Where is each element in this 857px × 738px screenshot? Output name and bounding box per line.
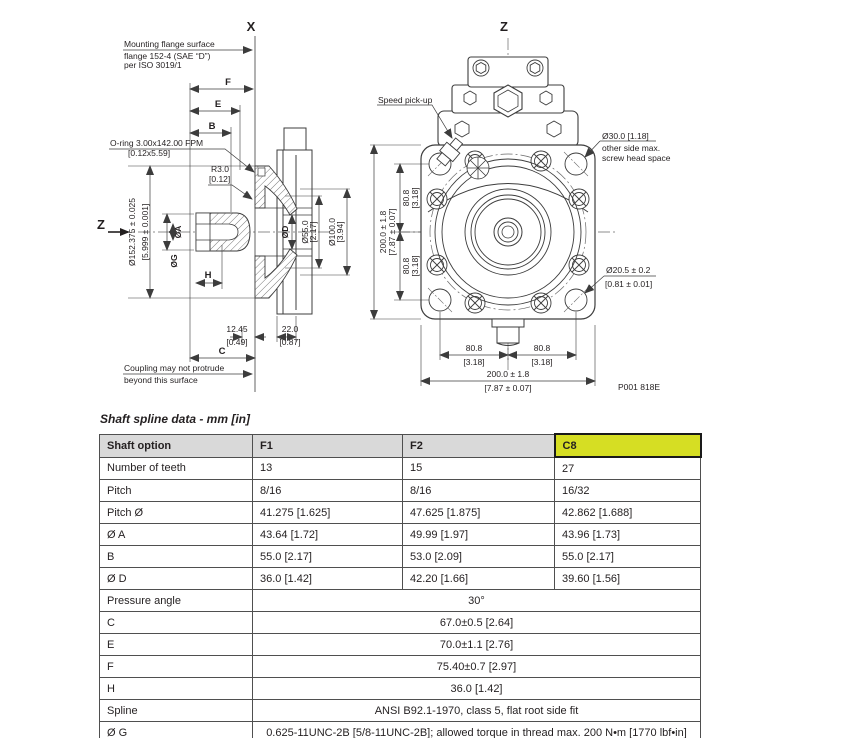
screw xyxy=(427,255,447,275)
d205-note-line2: [0.81 ± 0.01] xyxy=(605,279,653,289)
d30-note-line2: other side max. xyxy=(602,143,661,153)
dim-c-label: C xyxy=(218,346,226,357)
dim-1245-line1: 12.45 xyxy=(226,324,248,334)
dim-d152-line2: [5.999 ± 0.001] xyxy=(140,203,150,261)
cell-f2: 47.625 [1.875] xyxy=(403,502,555,524)
row-label: Pressure angle xyxy=(100,590,253,612)
cell-c8: 43.96 [1.73] xyxy=(555,524,701,546)
table-header-row xyxy=(100,434,701,457)
table-title: Shaft spline data - mm [in] xyxy=(100,412,251,426)
row-label: F xyxy=(100,656,253,678)
cell-c8: 42.862 [1.688] xyxy=(555,502,701,524)
screw xyxy=(531,293,551,313)
screw xyxy=(531,151,551,171)
table-row xyxy=(100,678,701,700)
table-row xyxy=(100,524,701,546)
cell-f1: 36.0 [1.42] xyxy=(253,568,403,590)
dim-808v-top-mm: 80.8 xyxy=(401,189,411,207)
cell-c8: 16/32 xyxy=(555,480,701,502)
cell-f2: 15 xyxy=(403,457,555,480)
cell-f2: 8/16 xyxy=(403,480,555,502)
row-label: Spline xyxy=(100,700,253,722)
dim-808h-left-in: [3.18] xyxy=(463,357,485,367)
shaft-thread-bore xyxy=(196,224,238,240)
table-row xyxy=(100,502,701,524)
r3-note-line2: [0.12] xyxy=(209,174,231,184)
view-marker-z-right: Z xyxy=(500,19,508,34)
bracket-bolt-left xyxy=(473,60,489,76)
cell-span: 30° xyxy=(253,590,701,612)
dim-808h-left-mm: 80.8 xyxy=(465,343,483,353)
dim-h-label: H xyxy=(204,270,212,281)
dim-d100-line2: [3.94] xyxy=(335,221,345,243)
dim-1245-line2: [0.49] xyxy=(226,337,248,347)
dim-22-line2: [0.87] xyxy=(279,337,301,347)
column-header-f1: F1 xyxy=(253,434,403,457)
cell-span: 0.625-11UNC-2B [5/8-11UNC-2B]; allowed torque in thread max. 200 N•m [1770 lbf•in] xyxy=(253,722,701,738)
r3-note-line1: R3.0 xyxy=(211,164,229,174)
cell-span: ANSI B92.1-1970, class 5, flat root side fit xyxy=(253,700,701,722)
table-row xyxy=(100,612,701,634)
dim-22-line1: 22.0 xyxy=(281,324,299,334)
oring-note-line2: [0.12x5.59] xyxy=(128,148,171,158)
dim-dd-label: ØD xyxy=(280,225,290,239)
table-row xyxy=(100,590,701,612)
coupling-note-line2: beyond this surface xyxy=(124,375,198,385)
side-section-view xyxy=(97,19,350,392)
oring-note-line1: O-ring 3.00x142.00 FPM xyxy=(110,138,204,148)
speed-pickup-label: Speed pick-up xyxy=(378,95,433,105)
row-label: H xyxy=(100,678,253,700)
speed-pickup-gear xyxy=(467,157,489,179)
table-row xyxy=(100,457,701,480)
cell-f1: 55.0 [2.17] xyxy=(253,546,403,568)
screw xyxy=(465,293,485,313)
table-row xyxy=(100,700,701,722)
column-header-shaft-option: Shaft option xyxy=(100,434,253,457)
bracket-bolt-right xyxy=(527,60,543,76)
column-header-f2: F2 xyxy=(403,434,555,457)
row-label: Pitch Ø xyxy=(100,502,253,524)
dim-808v-top-in: [3.18] xyxy=(410,187,420,209)
cell-f1: 13 xyxy=(253,457,403,480)
top-bracket xyxy=(438,57,578,147)
row-label: Pitch xyxy=(100,480,253,502)
mounting-note-line3: per ISO 3019/1 xyxy=(124,60,182,70)
view-marker-z-left: Z xyxy=(97,217,105,232)
base-hex-bolt-right xyxy=(547,121,561,137)
bracket-hex-bolt-left xyxy=(464,91,476,105)
dim-d100-line1: Ø100.0 xyxy=(327,218,337,246)
cell-span: 75.40±0.7 [2.97] xyxy=(253,656,701,678)
table-row xyxy=(100,634,701,656)
column-header-c8-highlighted: C8 xyxy=(555,434,701,457)
cell-f2: 42.20 [1.66] xyxy=(403,568,555,590)
oring-groove xyxy=(258,168,265,176)
d30-note-line3: screw head space xyxy=(602,153,671,163)
table-row xyxy=(100,480,701,502)
cell-c8: 27 xyxy=(555,457,701,480)
doc-code: P001 818E xyxy=(618,382,661,392)
table-row xyxy=(100,722,701,738)
dim-d55-line1: Ø55.0 xyxy=(300,220,310,244)
coupling-note-line1: Coupling may not protrude xyxy=(124,363,225,373)
row-label: E xyxy=(100,634,253,656)
dim-e-label: E xyxy=(214,99,222,110)
screw xyxy=(569,189,589,209)
table-row xyxy=(100,568,701,590)
r3-leader xyxy=(208,185,252,199)
d205-note-line1: Ø20.5 ± 0.2 xyxy=(606,265,651,275)
cell-c8: 55.0 [2.17] xyxy=(555,546,701,568)
row-label: Ø G xyxy=(100,722,253,738)
table-row xyxy=(100,546,701,568)
dim-808h-right-in: [3.18] xyxy=(531,357,553,367)
cell-span: 70.0±1.1 [2.76] xyxy=(253,634,701,656)
bracket-hex-bolt-right xyxy=(540,91,552,105)
cell-span: 67.0±0.5 [2.64] xyxy=(253,612,701,634)
mounting-note-line1: Mounting flange surface xyxy=(124,39,215,49)
dim-808v-bottom-in: [3.18] xyxy=(410,255,420,277)
dim-da-label: ØA xyxy=(173,225,183,239)
cell-f1: 43.64 [1.72] xyxy=(253,524,403,546)
dim-808h-right-mm: 80.8 xyxy=(533,343,551,353)
shaft-spline-table xyxy=(99,433,702,738)
dim-200h-mm: 200.0 ± 1.8 xyxy=(486,369,530,379)
screw xyxy=(569,255,589,275)
dim-b-label: B xyxy=(208,121,216,132)
dim-200v-line1: 200.0 ± 1.8 xyxy=(378,210,388,254)
dim-200v-line2: [7.87 ± 0.07] xyxy=(387,208,397,256)
row-label: C xyxy=(100,612,253,634)
cell-f2: 49.99 [1.97] xyxy=(403,524,555,546)
dim-200h-in: [7.87 ± 0.07] xyxy=(484,383,532,393)
cell-f2: 53.0 [2.09] xyxy=(403,546,555,568)
dim-808v-bottom-mm: 80.8 xyxy=(401,257,411,275)
row-label: Ø D xyxy=(100,568,253,590)
dim-f-label: F xyxy=(225,77,231,88)
shaft-stub xyxy=(492,319,524,346)
base-hex-bolt-left xyxy=(455,121,469,137)
cell-span: 36.0 [1.42] xyxy=(253,678,701,700)
view-marker-x: X xyxy=(246,19,256,34)
front-view xyxy=(370,19,671,393)
mounting-note-line2: flange 152-4 (SAE “D”) xyxy=(124,51,211,61)
dim-dg-label: ØG xyxy=(169,254,179,268)
row-label: Ø A xyxy=(100,524,253,546)
dim-d55-line2: [2.17] xyxy=(308,221,318,243)
screw xyxy=(427,189,447,209)
table-row xyxy=(100,656,701,678)
d30-note-line1: Ø30.0 [1.18] xyxy=(602,131,649,141)
cell-f1: 41.275 [1.625] xyxy=(253,502,403,524)
row-label: Number of teeth xyxy=(100,457,253,480)
dim-d152-line1: Ø152.375 ± 0.025 xyxy=(127,198,137,266)
shaft-spline-section xyxy=(99,412,709,738)
row-label: B xyxy=(100,546,253,568)
cell-c8: 39.60 [1.56] xyxy=(555,568,701,590)
cell-f1: 8/16 xyxy=(253,480,403,502)
